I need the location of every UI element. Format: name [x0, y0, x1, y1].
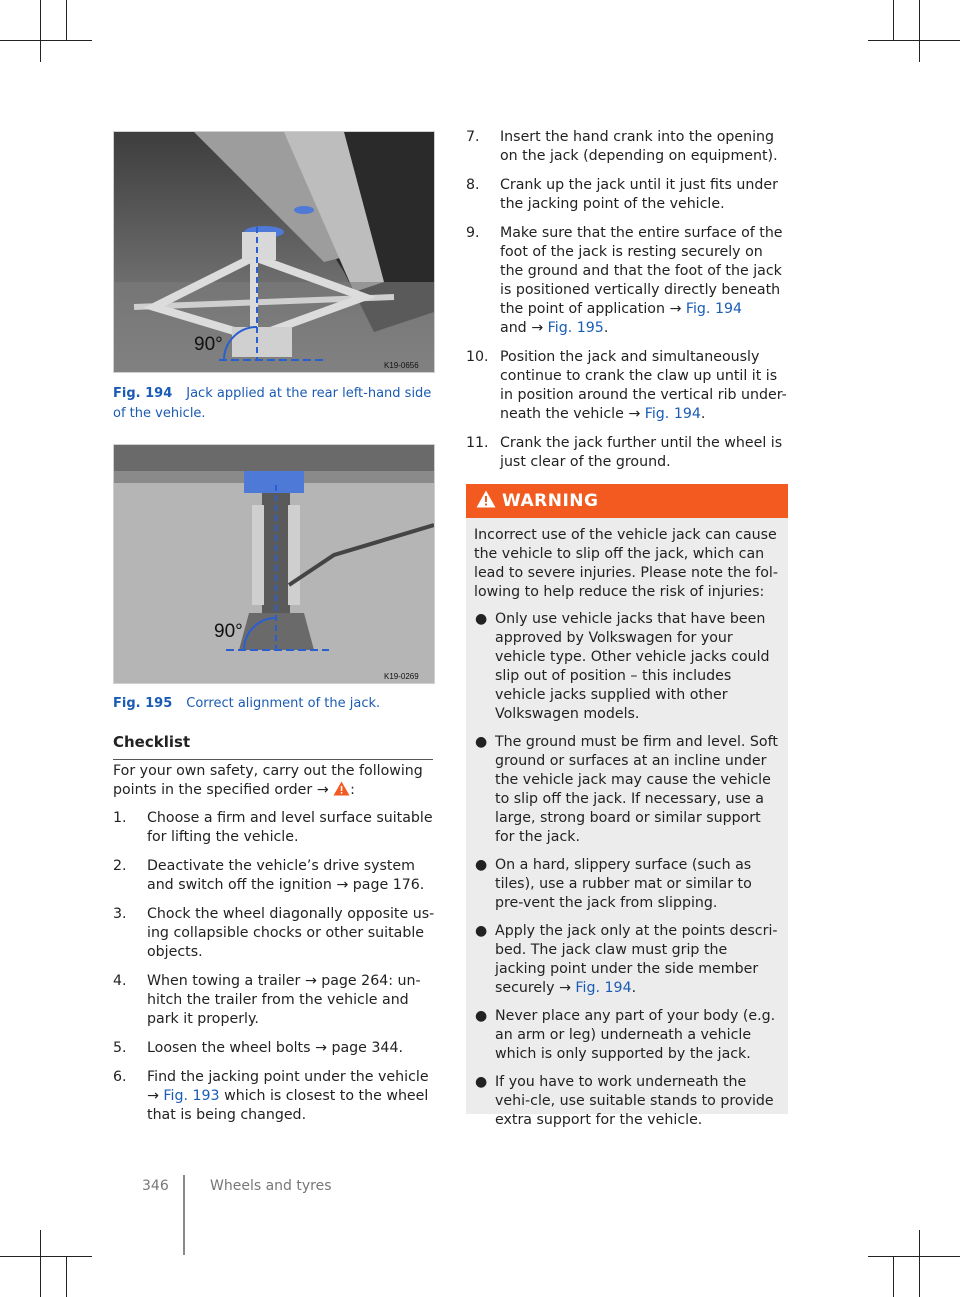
arrow-right-icon: → — [147, 1088, 159, 1104]
warning-body — [466, 518, 788, 1130]
bullet-dot-icon: ● — [475, 857, 488, 873]
warning-intro: Incorrect use of the vehicle jack can cause the vehicle to slip off the jack, which can lead to severe injuries. Please note the fol-lowing to help reduce the risk of injuries: — [474, 527, 778, 600]
crop-mark — [868, 40, 960, 41]
list-item: ● Never place any part of your body (e.g. an arm or leg) underneath a vehicle which is only supported by the jack. — [475, 1008, 776, 1062]
warning-box — [466, 484, 788, 1128]
figure-link[interactable]: Fig. 194 — [685, 301, 743, 317]
crop-mark — [66, 1256, 67, 1297]
list-item: ● On a hard, slippery surface (such as tiles), use a rubber mat or similar to pre-vent the jack from slipping. — [475, 857, 752, 911]
angle-label: 90° — [214, 621, 243, 642]
figure-code: K19-0656 — [384, 361, 419, 370]
figure-number: Fig. 194 — [113, 386, 173, 401]
footer-divider — [183, 1175, 185, 1255]
list-item: 4. When towing a trailer → page 264: un-hitch the trailer from the vehicle and park it properly. — [113, 973, 421, 1027]
crop-mark — [919, 0, 920, 62]
figure-194-image — [113, 131, 435, 373]
list-item: 7. Insert the hand crank into the opening on the jack (depending on equipment). — [466, 129, 778, 164]
list-item: 1. Choose a firm and level surface suitable for lifting the vehicle. — [113, 810, 433, 845]
crop-mark — [893, 1256, 894, 1297]
left-column — [113, 762, 435, 1135]
crop-mark — [868, 1256, 960, 1257]
bullet-dot-icon: ● — [475, 734, 488, 750]
list-item: 9. Make sure that the entire surface of the foot of the jack is resting securely on the ground and that the foot of the jack is positioned vertically directly beneath the point of application → Fig. 194 and → Fig. 195. — [466, 225, 783, 336]
arrow-right-icon: → — [315, 1040, 327, 1056]
figure-link[interactable]: Fig. 194 — [644, 406, 701, 422]
figure-195-caption — [113, 694, 438, 714]
list-item: ● If you have to work underneath the vehi-cle, use suitable stands to provide extra support for the vehicle. — [475, 1074, 774, 1128]
page-number: 346 — [142, 1178, 169, 1194]
figure-link[interactable]: Fig. 193 — [163, 1088, 220, 1104]
list-item: 2. Deactivate the vehicle’s drive system and switch off the ignition → page 176. — [113, 858, 425, 893]
list-item: 11. Crank the jack further until the wheel is just clear of the ground. — [466, 435, 783, 470]
figure-code: K19-0269 — [384, 672, 419, 681]
warning-triangle-icon — [333, 782, 350, 798]
warning-title: WARNING — [502, 491, 599, 511]
list-item: 5. Loosen the wheel bolts → page 344. — [113, 1040, 403, 1056]
figure-number: Fig. 195 — [113, 696, 173, 711]
right-column — [466, 128, 790, 482]
arrow-right-icon: → — [669, 301, 682, 317]
arrow-right-icon: → — [336, 877, 349, 893]
warning-triangle-icon — [476, 490, 496, 513]
list-item: 3. Chock the wheel diagonally opposite us-ing collapsible chocks or other suitable objects. — [113, 906, 435, 960]
bullet-dot-icon: ● — [475, 611, 488, 627]
checklist-heading: Checklist — [113, 733, 433, 760]
page-reference[interactable]: page 176 — [352, 877, 420, 893]
section-title: Wheels and tyres — [210, 1178, 332, 1194]
page-reference[interactable]: page 264 — [321, 973, 389, 989]
crop-mark — [40, 0, 41, 62]
crop-mark — [893, 0, 894, 40]
bullet-dot-icon: ● — [475, 1074, 488, 1090]
crop-mark — [0, 40, 92, 41]
angle-label: 90° — [194, 334, 223, 355]
bullet-dot-icon: ● — [475, 1008, 488, 1024]
checklist-intro: For your own safety, carry out the following points in the specified order → : — [113, 763, 423, 798]
warning-header — [466, 484, 788, 518]
list-item: 6. Find the jacking point under the vehicle → Fig. 193 which is closest to the wheel that is being changed. — [113, 1069, 429, 1123]
list-item: ● Apply the jack only at the points descri-bed. The jack claw must grip the jacking point under the side member securely → Fig. 194. — [475, 923, 778, 996]
arrow-right-icon: → — [304, 973, 317, 989]
figure-194-caption — [113, 384, 438, 424]
arrow-right-icon: → — [559, 980, 571, 996]
crop-mark — [40, 1230, 41, 1297]
figure-link[interactable]: Fig. 194 — [575, 980, 632, 996]
caption-text: Jack applied at the rear left-hand side of the vehicle. — [113, 386, 432, 421]
page-reference[interactable]: page 344 — [331, 1040, 399, 1056]
list-item: ● The ground must be firm and level. Soft ground or surfaces at an incline under the vehicle jack may cause the vehicle to slip off the jack. If necessary, use a large, strong board or similar support for the jack. — [475, 734, 778, 845]
crop-mark — [919, 1230, 920, 1297]
figure-195-image — [113, 444, 435, 684]
list-item: 10. Position the jack and simultaneously continue to crank the claw up until it is in position around the vertical rib under-neath the vehicle → Fig. 194. — [466, 349, 787, 422]
bullet-dot-icon: ● — [475, 923, 488, 939]
arrow-right-icon: → — [531, 320, 544, 336]
crop-mark — [66, 0, 67, 40]
arrow-right-icon: → — [628, 406, 641, 422]
crop-mark — [0, 1256, 92, 1257]
caption-text: Correct alignment of the jack. — [186, 696, 381, 711]
list-item: ● Only use vehicle jacks that have been approved by Volkswagen for your vehicle type. Other vehicle jacks could slip out of position – this includes vehicle jacks supplied with other Volkswagen models. — [475, 611, 770, 722]
figure-link[interactable]: Fig. 195 — [547, 320, 604, 336]
list-item: 8. Crank up the jack until it just fits under the jacking point of the vehicle. — [466, 177, 778, 212]
arrow-right-icon: → — [316, 782, 329, 798]
